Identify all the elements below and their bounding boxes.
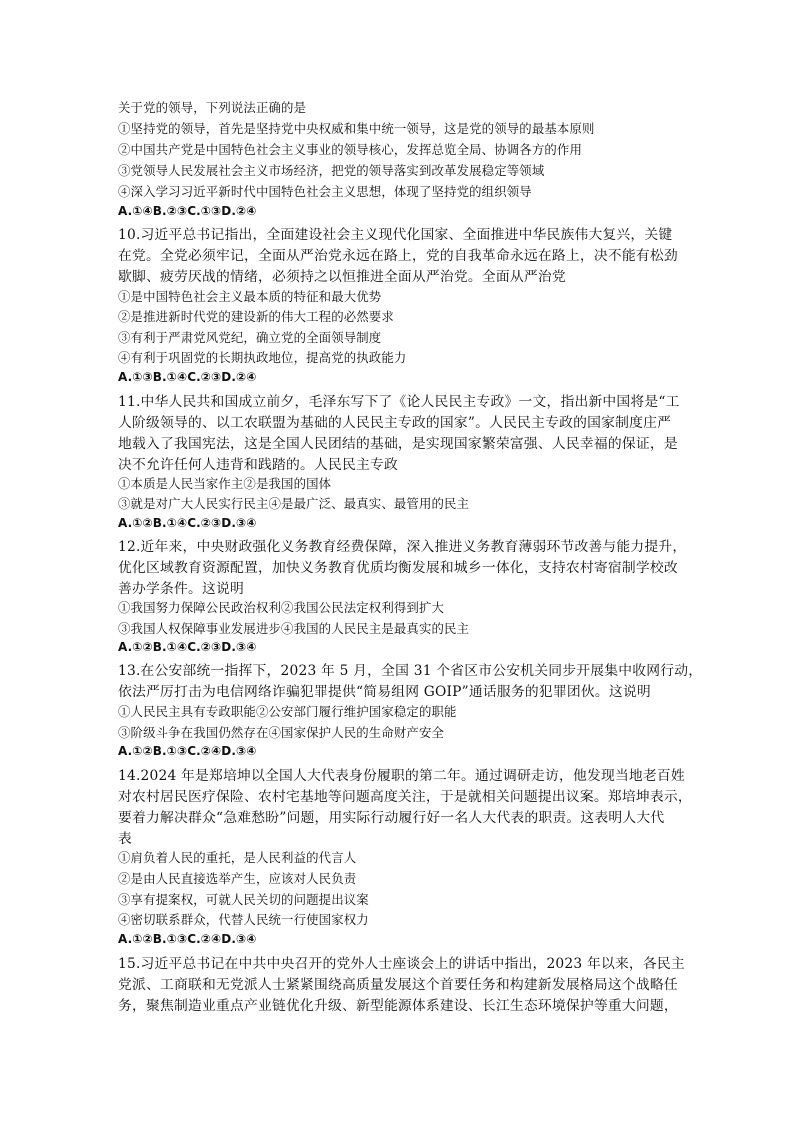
question-stem-line: 优化区域教育资源配置，加快义务教育优质均衡发展和城乡一体化，支持农村寄宿制学校改 <box>118 560 678 576</box>
question-stem-line: 11.中华人民共和国成立前夕，毛泽东写下了《论人民民主专政》一文，指出新中国将是“工 <box>118 394 680 410</box>
question-stem-line: 对农村居民医疗保险、农村宅基地等问题高度关注，于是就相关问题提出议案。郑培坤表示， <box>118 789 692 805</box>
question-stem: 关于党的领导，下列说法正确的是 <box>118 100 307 115</box>
option-line: ①肩负着人民的重托，是人民利益的代言人 <box>118 850 357 865</box>
option-line: ③阶级斗争在我国仍然存在④国家保护人民的生命财产安全 <box>118 725 445 740</box>
answer-choices: A.①②B.①④C.②③D.③④ <box>118 516 257 530</box>
answer-choices: A.①④B.②③C.①③D.②④ <box>118 204 257 218</box>
question-stem-line: 人阶级领导的、以工农联盟为基础的人民民主专政的国家”。人民民主专政的国家制度庄严 <box>118 415 672 431</box>
question-stem-line: 地载入了我国宪法，这是全国人民团结的基础，是实现国家繁荣富强、人民幸福的保证，是 <box>118 436 678 452</box>
option-line: ③党领导人民发展社会主义市场经济，把党的领导落实到改革发展稳定等领域 <box>118 163 545 178</box>
option-line: ①我国努力保障公民政治权利②我国公民法定权利得到扩大 <box>118 600 445 615</box>
option-line: ③就是对广大人民实行民主④是最广泛、最真实、最管用的民主 <box>118 496 470 511</box>
option-line: ④深入学习习近平新时代中国特色社会主义思想，体现了坚持党的组织领导 <box>118 184 532 199</box>
option-line: ①本质是人民当家作主②是我国的国体 <box>118 476 332 491</box>
question-stem-line: 15.习近平总书记在中共中央召开的党外人士座谈会上的讲话中指出，2023 年以来，各民主 <box>118 956 685 972</box>
option-line: ④密切联系群众，代替人民统一行使国家权力 <box>118 912 369 927</box>
question-stem-line: 12.近年来，中央财政强化义务教育经费保障，深入推进义务教育薄弱环节改善与能力提升， <box>118 539 687 555</box>
answer-choices: A.①③B.①④C.②③D.②④ <box>118 370 257 384</box>
question-stem-line: 13.在公安部统一指挥下，2023 年 5 月，全国 31 个省区市公安机关同步开展集中收网行动， <box>118 663 703 679</box>
option-line: ④有利于巩固党的长期执政地位，提高党的执政能力 <box>118 350 407 365</box>
option-line: ③享有提案权，可就人民关切的问题提出议案 <box>118 892 369 907</box>
question-stem-line: 10.习近平总书记指出，全面建设社会主义现代化国家、全面推进中华民族伟大复兴，关键 <box>118 227 673 243</box>
question-stem-line: 在党。全党必须牢记，全面从严治党永远在路上，党的自我革命永远在路上，决不能有松劲 <box>118 248 678 264</box>
option-line: ①人民民主具有专政职能②公安部门履行维护国家稳定的职能 <box>118 704 457 719</box>
question-stem-line: 表 <box>118 831 132 847</box>
question-stem-line: 党派、工商联和无党派人士紧紧围绕高质量发展这个首要任务和构建新发展格局这个战略任 <box>118 977 678 993</box>
option-line: ②中国共产党是中国特色社会主义事业的领导核心，发挥总览全局、协调各方的作用 <box>118 142 583 157</box>
question-stem-line: 依法严厉打击为电信网络诈骗犯罪提供“简易组网 GOIP”通话服务的犯罪团伙。这说明 <box>118 684 651 700</box>
answer-choices: A.①②B.①③C.②④D.③④ <box>118 932 257 946</box>
option-line: ②是推进新时代党的建设新的伟大工程的必然要求 <box>118 309 394 324</box>
answer-choices: A.①②B.①③C.②④D.③④ <box>118 744 257 758</box>
question-stem-line: 善办学条件。这说明 <box>118 581 244 597</box>
question-stem-line: 歇脚、疲劳厌战的情绪，必须持之以恒推进全面从严治党。全面从严治党 <box>118 269 566 285</box>
question-stem-line: 务，聚焦制造业重点产业链优化升级、新型能源体系建设、长江生态环境保护等重大问题， <box>118 998 678 1014</box>
question-stem-line: 决不允许任何人违背和践踏的。人民民主专政 <box>118 457 398 473</box>
question-stem-line: 14.2024 年是郑培坤以全国人大代表身份履职的第二年。通过调研走访，他发现当地老百姓 <box>118 768 685 784</box>
answer-choices: A.①②B.①④C.②③D.③④ <box>118 640 257 654</box>
option-line: ③我国人权保障事业发展进步④我国的人民民主是最真实的民主 <box>118 621 470 636</box>
option-line: ③有利于严肃党风党纪，确立党的全面领导制度 <box>118 330 382 345</box>
option-line: ②是由人民直接选举产生，应该对人民负责 <box>118 871 357 886</box>
option-line: ①是中国特色社会主义最本质的特征和最大优势 <box>118 289 382 304</box>
option-line: ①坚持党的领导，首先是坚持党中央权威和集中统一领导，这是党的领导的最基本原则 <box>118 121 595 136</box>
question-stem-line: 要着力解决群众“急难愁盼”问题，用实际行动履行好一名人大代表的职责。这表明人大代 <box>118 810 665 826</box>
